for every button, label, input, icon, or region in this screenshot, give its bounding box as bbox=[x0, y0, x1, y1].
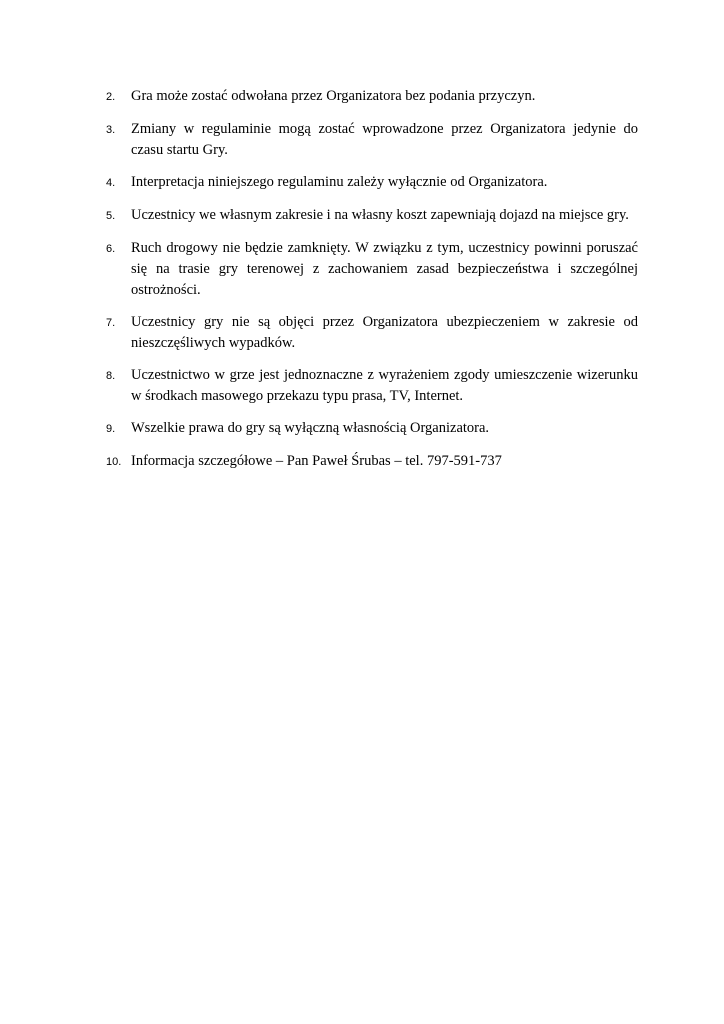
item-text: Wszelkie prawa do gry są wyłączną własnością Organizatora. bbox=[131, 420, 490, 436]
item-text: Uczestnicy gry nie są objęci przez Organizatora ubezpieczeniem w zakresie od nieszczęśliwych wypadków. bbox=[131, 314, 638, 351]
list-item bbox=[106, 451, 638, 473]
item-text: Informacja szczegółowe – Pan Paweł Śrubas – tel. 797-591-737 bbox=[131, 453, 502, 469]
list-item bbox=[106, 418, 638, 440]
item-text: Gra może zostać odwołana przez Organizatora bez podania przyczyn. bbox=[131, 88, 536, 104]
item-text: Uczestnicy we własnym zakresie i na własny koszt zapewniają dojazd na miejsce gry. bbox=[131, 207, 629, 223]
rules-list bbox=[106, 86, 638, 484]
item-number: 10. bbox=[106, 456, 122, 468]
list-item bbox=[106, 238, 638, 301]
item-text: Zmiany w regulaminie mogą zostać wprowadzone przez Organizatora jedynie do czasu startu Gry. bbox=[131, 121, 638, 158]
item-text: Ruch drogowy nie będzie zamknięty. W związku z tym, uczestnicy powinni poruszać się na trasie gry terenowej z zachowaniem zasad bezpieczeństwa i szczególnej ostrożności. bbox=[131, 240, 638, 298]
item-number: 7. bbox=[106, 317, 116, 329]
item-number: 8. bbox=[106, 370, 116, 382]
item-number: 6. bbox=[106, 243, 116, 255]
list-item bbox=[106, 312, 638, 354]
item-number: 5. bbox=[106, 210, 116, 222]
item-number: 3. bbox=[106, 124, 116, 136]
list-item bbox=[106, 119, 638, 161]
item-number: 2. bbox=[106, 91, 116, 103]
item-number: 4. bbox=[106, 177, 116, 189]
item-text: Uczestnictwo w grze jest jednoznaczne z wyrażeniem zgody umieszczenie wizerunku w środkach masowego przekazu typu prasa, TV, Internet. bbox=[131, 367, 638, 404]
list-item bbox=[106, 172, 638, 194]
item-text: Interpretacja niniejszego regulaminu zależy wyłącznie od Organizatora. bbox=[131, 174, 548, 190]
list-item bbox=[106, 205, 638, 227]
list-item bbox=[106, 365, 638, 407]
item-number: 9. bbox=[106, 423, 116, 435]
list-item bbox=[106, 86, 638, 108]
